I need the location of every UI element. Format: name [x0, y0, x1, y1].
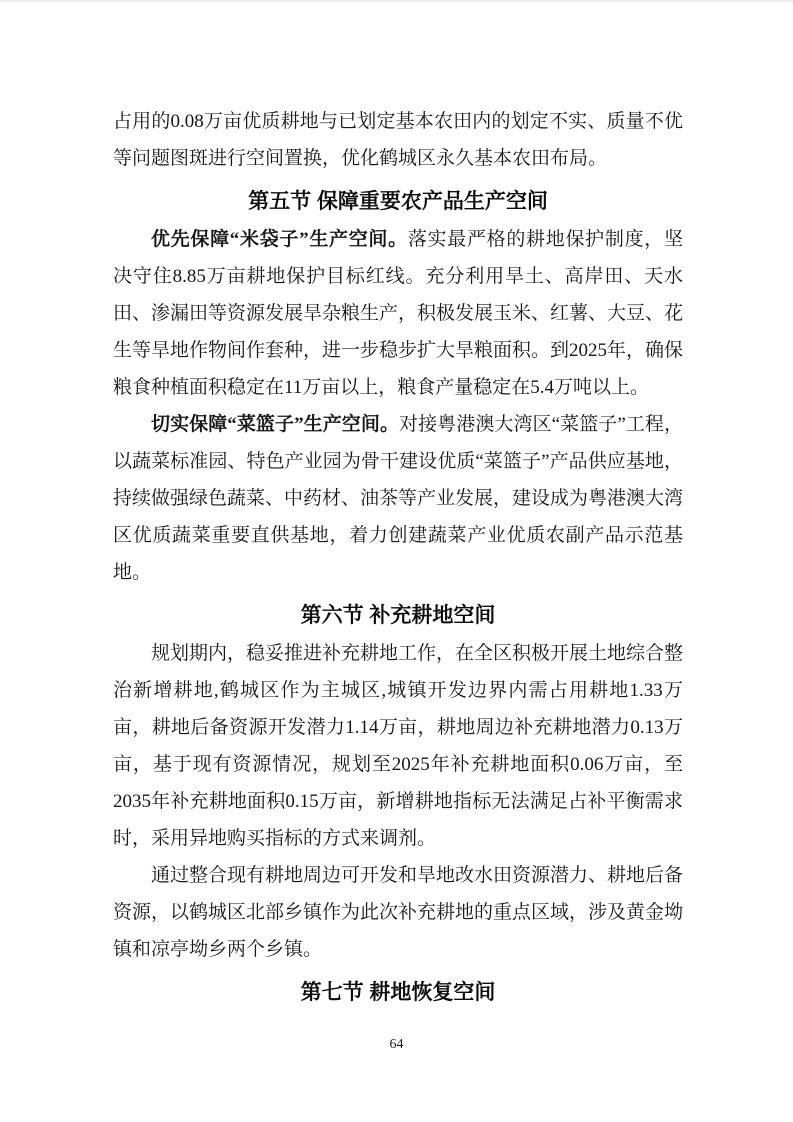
- body-paragraph: [113, 406, 683, 591]
- section-heading: 第六节 补充耕地空间: [300, 604, 496, 627]
- section-heading: 第七节 耕地恢复空间: [300, 981, 496, 1004]
- page-footer: [0, 1036, 793, 1054]
- body-paragraph: [113, 221, 683, 406]
- body-paragraph: 通过整合现有耕地周边可开发和旱地改水田资源潜力、耕地后备资源，以鹤城区北部乡镇作为此次补充耕地的重点区域，涉及黄金坳镇和凉亭坳乡两个乡镇。: [113, 865, 684, 960]
- paragraph-text: 落实最严格的耕地保护制度，坚决守住8.85万亩耕地保护目标红线。充分利用旱土、高岸田、天水田、渗漏田等资源发展旱杂粮生产，积极发展玉米、红薯、大豆、花生等旱地作物间作套种，进一步稳步扩大旱粮面积。到2025年，确保粮食种植面积稳定在11万亩以上，粮食产量稳定在5.4万吨以上。: [113, 229, 684, 398]
- page-number: 64: [389, 1037, 404, 1052]
- document-content: [113, 103, 683, 1012]
- paragraph-lead: 切实保障“菜篮子”生产空间。: [151, 414, 400, 435]
- paragraph-text: 对接粤港澳大湾区“菜篮子”工程，以蔬菜标准园、特色产业园为骨干建设优质“菜篮子”产品供应基地，持续做强绿色蔬菜、中药材、油茶等产业发展，建设成为粤港澳大湾区优质蔬菜重要直供基地，着力创建蔬菜产业优质农副产品示范基地。: [113, 414, 684, 583]
- section-heading: 第五节 保障重要农产品生产空间: [248, 190, 548, 213]
- paragraph-lead: 优先保障“米袋子”生产空间。: [151, 229, 408, 250]
- body-paragraph: 规划期内，稳妥推进补充耕地工作，在全区积极开展土地综合整治新增耕地,鹤城区作为主城区,城镇开发边界内需占用耕地1.33万亩，耕地后备资源开发潜力1.14万亩，耕地周边补充耕地潜力0.13万亩，基于现有资源情况，规划至2025年补充耕地面积0.06万亩，至2035年补充耕地面积0.15万亩，新增耕地指标无法满足占补平衡需求时，采用异地购买指标的方式来调剂。: [113, 643, 684, 849]
- body-paragraph: 占用的0.08万亩优质耕地与已划定基本农田内的划定不实、质量不优等问题图斑进行空间置换，优化鹤城区永久基本农田布局。: [113, 111, 683, 169]
